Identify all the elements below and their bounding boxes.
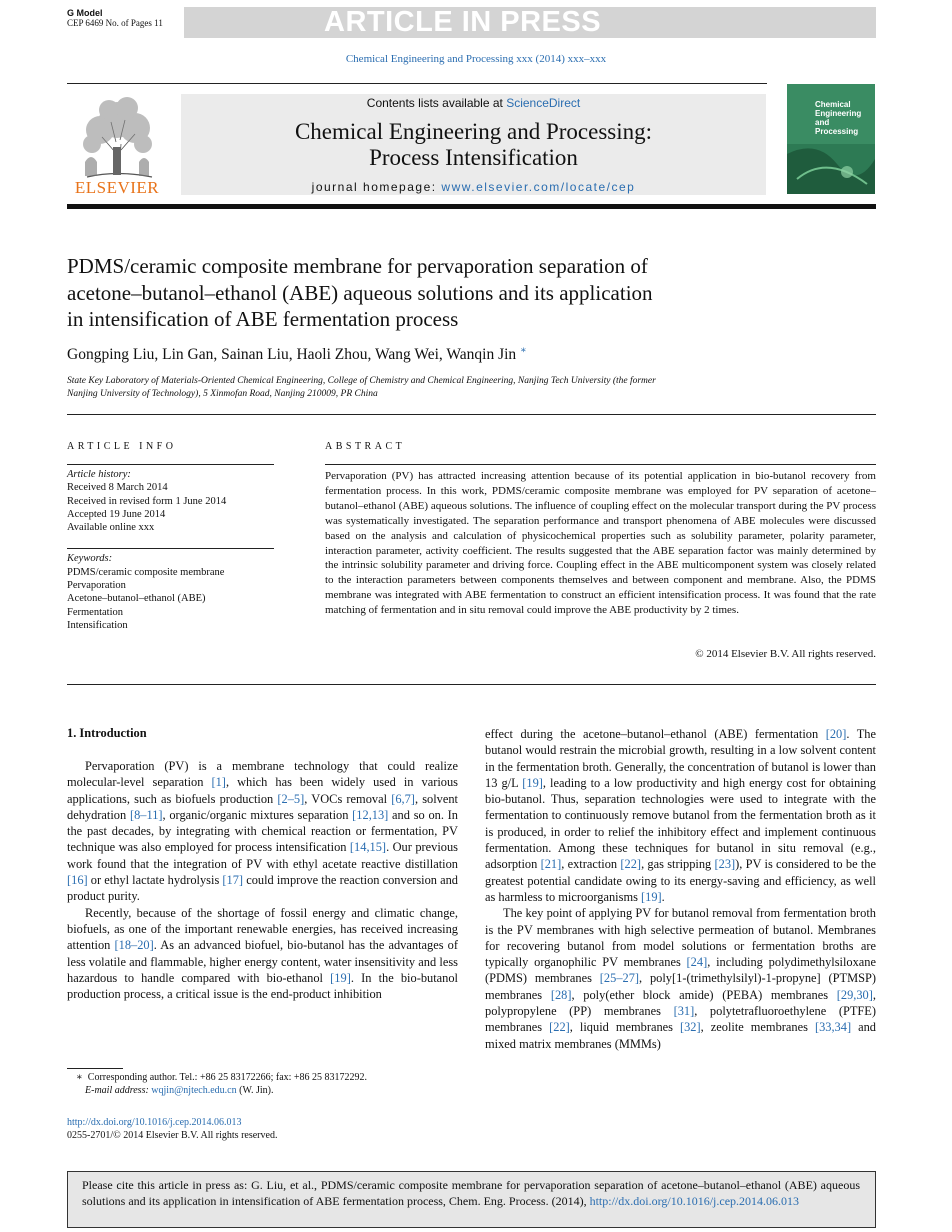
body-text: Pervaporation (PV) is a membrane technology that could realize molecular-level separation [67,759,458,790]
citation-link[interactable]: [16] [67,873,88,888]
keywords-label: Keywords: [67,553,113,564]
abstract-heading: ABSTRACT [325,441,406,452]
body-text: , extraction [561,857,621,872]
abstract-body [325,469,876,618]
body-text: , leading to a low productivity and high energy cost for obtaining bio-butanol. Thus, separation technologies were used to integrate with the fermentation to continuously remove butanol from the fermentation broth as it is produced, in order to relief the inhibitory effect and implement continuous fermentation. Among these techniques for butanol in situ removal (e.g., adsorption [485,775,876,872]
keyword-item: Pervaporation [67,580,126,591]
citation-link[interactable]: [14,15] [349,840,387,855]
banner-text: ARTICLE IN PRESS [324,6,602,38]
intro-paragraph-3 [485,726,876,905]
journal-title-line-2: Process Intensification [369,145,578,170]
section-heading-introduction: 1. Introduction [67,726,147,740]
citation-link[interactable]: [22] [620,857,642,872]
body-text: could improve the reaction conversion and product purity. [67,873,459,904]
cite-text [82,1177,860,1210]
citation-link[interactable]: [33,34] [814,1020,852,1035]
title-bottom-rule [67,414,876,415]
keyword-item: Intensification [67,620,128,631]
contents-prefix: Contents lists available at [366,96,507,110]
body-text: . As an advanced biofuel, bio-butanol has the advantages of less volatile and flammable, higher energy content, water insensitivity and less hazardous to handle compared with bio-ethanol [67,938,458,985]
body-text: . Our previous work found that the integration of PV with ethyl acetate reactive distillation [67,840,459,871]
issn-copyright: 0255-2701/© 2014 Elsevier B.V. All rights reserved. [67,1130,278,1141]
citation-link[interactable]: [28] [550,987,572,1002]
body-text: , including polydimethylsiloxane (PDMS) membranes [485,955,877,986]
body-text: ), PV is considered to be the greatest potential candidate owing to its energy-saving and efficiency, as well as harmless to microorganisms [485,857,876,904]
body-text: . In the bio-butanol production process, a critical issue is the end-product inhibition [67,970,458,1002]
citation-link[interactable]: [8–11] [129,807,163,822]
author-list [67,345,527,364]
body-text: Recently, because of the shortage of fossil energy and climatic change, biofuels, as one of the important renewable energies, has received increasing attention [67,905,458,953]
citation-link[interactable]: [17] [222,873,244,888]
body-text: and mixed matrix membranes (MMMs) [485,1020,876,1051]
g-model-label: G Model [67,8,103,18]
body-text: The key point of applying PV for butanol removal from fermentation broth is the PV membranes with high selective permeation of butanol. Membranes for recovering butanol from model solutions or fermentation broths are typically organophilic PV membranes [485,906,876,970]
footnote-text: Corresponding author. Tel.: +86 25 83172266; fax: +86 25 83172292. [87,1072,368,1083]
history-accepted: Accepted 19 June 2014 [67,509,166,520]
body-text: , gas stripping [641,857,715,872]
cite-body: Please cite this article in press as: G. Liu, et al., PDMS/ceramic composite membrane for pervaporation separation of acetone–butanol–ethanol (ABE) aqueous solutions and its application in intensification of ABE fermentation process, Chem. Eng. Process. (2014), [82,1178,860,1209]
article-title-line-2: acetone–butanol–ethanol (ABE) aqueous solutions and its application [67,281,653,305]
citation-link[interactable]: [12,13] [352,807,389,822]
intro-paragraph-1 [67,758,458,905]
abstract-text: Pervaporation (PV) has attracted increasing attention because of its potential application in bio-butanol recovery from fermentation process. In this work, PDMS/ceramic composite membrane was employed for PV separation of acetone–butanol–ethanol (ABE) aqueous solutions. The influence of coupling effect on the molecular transport during the PV process was systematically investigated. The separation performance and transport phenomena of ABE molecules were discussed based on the analysis and calculation of physicochemical properties such as solubility parameter, polarity parameter, interaction parameter, activity coefficient. The results suggested that the ABE separation factor was mainly determined by the intrinsic solubility parameter and driving force. Coupling effect in the ABE multicomponent system was closely related to the interaction parameters between components themselves and between component and membrane. Also, the PDMS membrane was integrated with ABE fermentation to construct an efficient intensification process. It was found that the rate matching of fermentation and in situ removal could improve the ABE productivity by 2 times. [325,470,876,617]
abstract-rule [325,464,876,465]
article-title-line-1: PDMS/ceramic composite membrane for pervaporation separation of [67,254,648,278]
abstract-bottom-rule [67,684,876,685]
history-online: Available online xxx [67,522,155,533]
journal-cover-image[interactable] [787,84,875,194]
citation-link[interactable]: [19] [641,889,662,904]
cite-doi-link[interactable]: http://dx.doi.org/10.1016/j.cep.2014.06.013 [589,1194,800,1209]
citation-link[interactable]: [19] [330,970,351,985]
elsevier-wordmark: ELSEVIER [74,178,160,197]
cover-title: Chemical Engineering and Processing [815,100,862,136]
citation-link[interactable]: [18–20] [114,938,154,953]
email-suffix: (W. Jin). [236,1085,274,1096]
body-text: , VOCs removal [304,791,392,806]
keyword-item: Fermentation [67,607,123,618]
article-title-line-3: in intensification of ABE fermentation process [67,307,459,331]
corresponding-author-mark[interactable]: ∗ [520,345,527,356]
email-label: E-mail address: [85,1085,152,1096]
journal-reference-link[interactable]: Chemical Engineering and Processing xxx (2014) xxx–xxx [345,53,607,65]
article-info-rule [67,464,274,465]
body-text: . [661,889,665,904]
body-text: , solvent dehydration [67,791,458,822]
citation-link[interactable]: [31] [673,1004,695,1019]
sciencedirect-link[interactable]: ScienceDirect [506,96,581,110]
citation-link[interactable]: [20] [825,727,847,741]
citation-link[interactable]: [23] [714,857,736,872]
history-revised: Received in revised form 1 June 2014 [67,496,227,507]
intro-paragraph-2 [67,905,458,1003]
homepage-prefix: journal homepage: [311,180,442,194]
header-rule [67,83,767,84]
affiliation-line-2: Nanjing University of Technology), 5 Xinmofan Road, Nanjing 210009, PR China [67,389,378,399]
body-text: and so on. In the past decades, by integrating with chemical reaction or fermentation, PV technique was also employed for process intensification [67,807,459,855]
intro-paragraph-4 [485,905,876,1052]
article-history-label: Article history: [67,469,131,480]
body-column-right [485,726,876,1052]
body-text: , organic/organic mixtures separation [162,807,353,822]
homepage-link[interactable]: www.elsevier.com/locate/cep [441,180,636,194]
body-text: or ethyl lactate hydrolysis [87,873,223,888]
keyword-item: Acetone–butanol–ethanol (ABE) [67,593,206,604]
citation-link[interactable]: [1] [211,775,226,790]
corresponding-author-footnote [76,1072,367,1083]
body-column-left [67,758,458,1002]
email-link[interactable]: wqjin@njtech.edu.cn [151,1085,237,1096]
article-info-heading: ARTICLE INFO [67,441,177,452]
footnote-rule [67,1068,123,1069]
body-text: , poly[1-(trimethylsilyl)-1-propyne] (PTMSP) membranes [485,971,876,1002]
citation-link[interactable]: [32] [679,1020,701,1035]
citation-link[interactable]: [21] [540,857,562,872]
history-received: Received 8 March 2014 [67,482,168,493]
citation-link[interactable]: [6,7] [391,791,415,806]
citation-link[interactable]: [29,30] [836,987,873,1002]
journal-title-line-1: Chemical Engineering and Processing: [294,119,653,144]
body-text: . The butanol would restrain the microbial growth, resulting in a low solvent content in the fermentation broth. Generally, the concentration of butanol is lower than 13 g/L [485,727,876,790]
body-text: effect during the acetone–butanol–ethanol (ABE) fermentation [485,727,826,741]
affiliation-line-1: State Key Laboratory of Materials-Oriented Chemical Engineering, College of Chemistry and Chemical Engineering, Nanjing Tech University (the former [67,376,656,386]
body-text: , which has been widely used in various applications, such as biofuels production [67,775,458,806]
body-text: , polytetrafluoroethylene (PTFE) membranes [485,1004,876,1035]
journal-homepage [181,180,766,194]
authors-text: Gongping Liu, Lin Gan, Sainan Liu, Haoli Zhou, Wang Wei, Wanqin Jin [67,346,517,364]
article-in-press-banner [184,7,876,38]
email-footnote [85,1085,273,1096]
abstract-copyright: © 2014 Elsevier B.V. All rights reserved. [695,648,876,660]
keywords-rule [67,548,274,549]
masthead-bottom-rule [67,204,876,209]
doi-link[interactable]: http://dx.doi.org/10.1016/j.cep.2014.06.013 [67,1117,242,1128]
citation-link[interactable]: [24] [686,955,708,970]
body-text: , poly(ether block amide) (PEBA) membranes [571,987,837,1002]
article-code: CEP 6469 No. of Pages 11 [67,18,163,28]
body-text: , zeolite membranes [700,1020,815,1035]
citation-link[interactable]: [22] [549,1020,570,1035]
citation-link[interactable]: [2–5] [277,791,305,806]
contents-line [181,96,766,110]
body-text: , liquid membranes [569,1020,680,1035]
footnote-mark: ∗ [76,1072,83,1083]
citation-link[interactable]: [19] [522,775,543,790]
keyword-item: PDMS/ceramic composite membrane [67,567,225,578]
body-text: , polypropylene (PP) membranes [485,987,876,1019]
citation-link[interactable]: [25–27] [599,971,640,986]
